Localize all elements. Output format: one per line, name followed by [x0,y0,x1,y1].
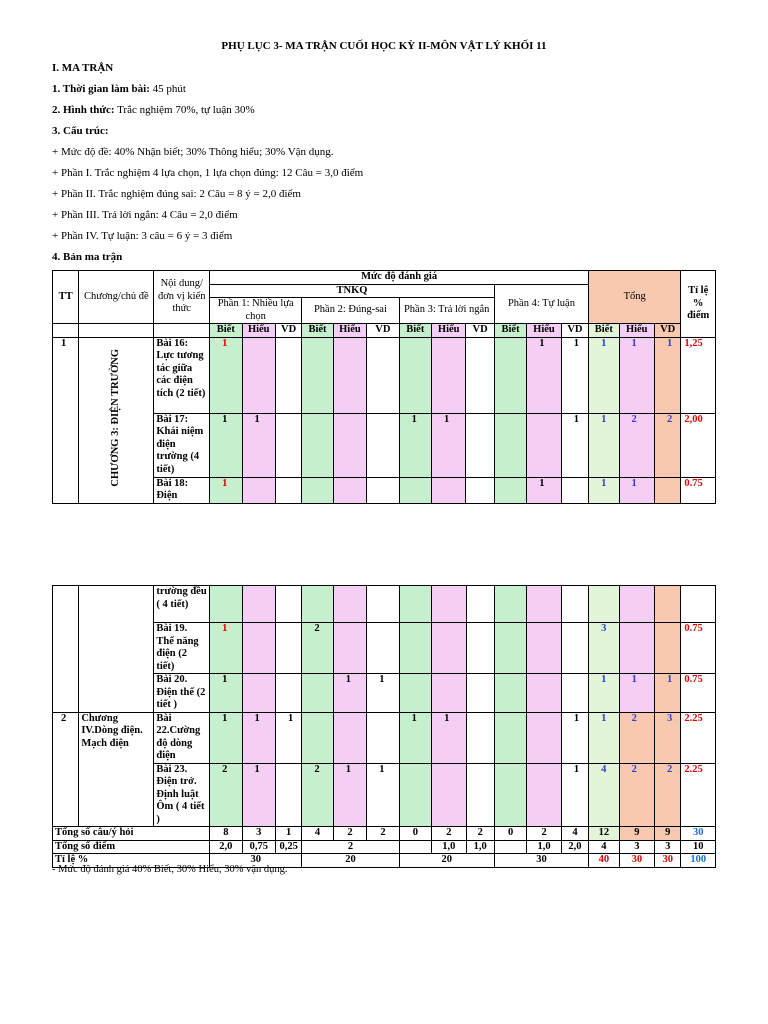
total-cell: 9 [655,827,681,841]
section-heading: I. MA TRẬN [52,62,114,74]
total-cell: 30 [619,854,654,868]
cell: 1 [527,337,561,413]
cell: 1 [589,712,619,763]
total-cell: 12 [589,827,619,841]
cell [494,674,526,713]
ratio-cell [681,586,716,623]
ratio-cell: 0.75 [681,477,716,503]
cell: 1 [367,763,399,827]
structure-line: + Phần II. Trắc nghiệm đúng sai: 2 Câu = 8 ý = 2,0 điểm [52,188,301,200]
cell [399,763,431,827]
cell [276,586,302,623]
cell [466,763,494,827]
content-cell: Bài 23. Điện trở. Định luật Ôm ( 4 tiết ) [154,763,210,827]
cell: 3 [655,712,681,763]
total-cell: 8 [210,827,242,841]
cell [242,477,275,503]
cell [494,477,526,503]
cell [302,674,333,713]
header-part2: Phần 2: Đúng-sai [302,298,399,324]
cell [494,712,526,763]
cell [275,413,301,477]
header-vd: VD [561,324,588,338]
ratio-cell: 0.75 [681,674,716,713]
header-vd: VD [654,324,680,338]
total-cell: 30 [210,854,302,868]
footnote: - Mức độ đánh giá 40% Biết, 30% Hiểu, 30% vận dụng. [52,864,288,875]
header-ratio: Tỉ lệ % điểm [681,271,716,338]
total-cell: 10 [681,840,716,854]
total-cell: 2 [367,827,399,841]
cell [655,623,681,674]
chapter-number: 1 [53,337,79,503]
total-points-label: Tổng số điểm [53,840,210,854]
cell [275,477,301,503]
header-hieu: Hiểu [527,324,561,338]
cell [654,477,680,503]
cell [466,337,494,413]
chapter-number [53,586,79,713]
cell: 2 [302,623,333,674]
total-cell: 1,0 [432,840,466,854]
cell [367,477,399,503]
total-cell: 100 [681,854,716,868]
cell [302,712,333,763]
header-part1: Phần 1: Nhiều lựa chọn [210,298,302,324]
header-blank [79,324,154,338]
cell: 2 [655,763,681,827]
cell: 1 [210,337,242,413]
time-label: 1. Thời gian làm bài: [52,83,150,95]
cell: 1 [210,712,242,763]
cell [302,586,333,623]
cell [275,337,301,413]
matrix-heading: 4. Bản ma trận [52,251,123,263]
cell: 1 [589,674,619,713]
total-cell: 2 [466,827,494,841]
header-level: Mức độ đánh giá [210,271,589,285]
header-tnkq: TNKQ [210,284,495,298]
cell [302,413,333,477]
cell: 3 [589,623,619,674]
total-cell: 2,0 [210,840,242,854]
total-cell: 2 [432,827,466,841]
cell [367,586,399,623]
cell [527,674,561,713]
cell [333,337,366,413]
cell [210,586,242,623]
cell [561,586,588,623]
cell: 2 [619,712,654,763]
cell: 1 [210,413,242,477]
header-topic: Chương/chủ đề [79,271,154,324]
cell [399,337,431,413]
cell [494,763,526,827]
cell: 1 [561,763,588,827]
chapter-name: Chương IV.Dòng điện. Mạch điện [79,712,154,827]
cell [367,413,399,477]
content-cell: Bài 22.Cường độ dòng điện [154,712,210,763]
total-cell: 30 [681,827,716,841]
header-vd: VD [275,324,301,338]
cell [242,623,275,674]
cell: 1 [276,712,302,763]
cell [527,763,561,827]
total-count-label: Tổng số câu/ý hỏi [53,827,210,841]
ratio-cell: 2.25 [681,712,716,763]
cell [276,623,302,674]
structure-line: + Phần III. Trả lời ngắn: 4 Câu = 2,0 điểm [52,209,238,221]
total-cell: 0 [399,827,431,841]
total-cell: 4 [589,840,619,854]
content-cell: Bài 16: Lực tương tác giữa các điện tích (2 tiết) [154,337,210,413]
cell [432,674,466,713]
form-line [52,104,255,116]
cell [561,623,588,674]
cell [367,623,399,674]
cell: 1 [210,674,242,713]
content-cell: Bài 20. Điện thế (2 tiết ) [154,674,210,713]
cell: 1 [589,477,619,503]
cell: 1 [432,712,466,763]
cell [242,586,275,623]
cell: 1 [527,477,561,503]
time-line [52,83,186,95]
cell [333,586,366,623]
cell [466,413,494,477]
form-label: 2. Hình thức: [52,104,115,116]
total-cell: 4 [302,827,333,841]
cell: 1 [589,337,619,413]
cell: 2 [210,763,242,827]
cell [466,674,494,713]
form-value: Trắc nghiệm 70%, tự luận 30% [114,104,255,116]
header-blank [154,324,210,338]
cell [333,712,366,763]
total-cell: 1,0 [466,840,494,854]
total-cell: 3 [655,840,681,854]
cell: 2 [619,763,654,827]
cell: 2 [654,413,680,477]
header-hieu: Hiểu [242,324,275,338]
cell: 2 [619,413,654,477]
cell [242,674,275,713]
content-cell: Bài 18: Điện [154,477,210,503]
cell [466,712,494,763]
cell [527,623,561,674]
cell [589,586,619,623]
matrix-table-page-2 [52,585,716,868]
cell [561,674,588,713]
header-tt: TT [53,271,79,324]
cell: 1 [619,337,654,413]
ratio-cell: 2,00 [681,413,716,477]
cell [333,477,366,503]
cell: 1 [432,413,466,477]
header-biet: Biết [302,324,333,338]
cell [432,586,466,623]
page-title: PHỤ LỤC 3- MA TRẬN CUỐI HỌC KỲ II-MÔN VẬT LÝ KHỐI 11 [221,40,547,52]
header-hieu: Hiểu [333,324,366,338]
cell [399,623,431,674]
cell [527,712,561,763]
cell [302,477,333,503]
cell [242,337,275,413]
cell [333,413,366,477]
total-cell: 0,25 [276,840,302,854]
header-biet: Biết [589,324,619,338]
header-part4: Phần 4: Tự luận [494,284,588,324]
total-cell: 0 [494,827,526,841]
cell: 1 [619,477,654,503]
header-biet: Biết [494,324,526,338]
cell: 1 [333,674,366,713]
cell: 1 [654,337,680,413]
cell [466,477,494,503]
total-cell: 2 [527,827,561,841]
cell [494,337,526,413]
total-cell: 30 [655,854,681,868]
cell: 2 [302,763,333,827]
cell [432,763,466,827]
cell: 1 [561,413,588,477]
total-cell: 1,0 [527,840,561,854]
content-cell: trường đều ( 4 tiết) [154,586,210,623]
cell [527,586,561,623]
matrix-table-page-1 [52,270,716,504]
header-blank [53,324,79,338]
header-part3: Phần 3: Trả lời ngắn [399,298,494,324]
structure-line: + Phần IV. Tự luận: 3 câu = 6 ý = 3 điểm [52,230,233,242]
cell: 1 [242,763,275,827]
cell [302,337,333,413]
time-value: 45 phút [149,83,186,95]
cell: 1 [561,337,588,413]
header-content: Nội dung/đơn vị kiến thức [154,271,210,324]
cell: 1 [655,674,681,713]
cell [466,586,494,623]
total-cell: 2,0 [561,840,588,854]
header-vd: VD [367,324,399,338]
cell [399,586,431,623]
cell [333,623,366,674]
cell [276,763,302,827]
cell: 1 [399,712,431,763]
cell [432,477,466,503]
structure-line: + Phần I. Trắc nghiệm 4 lựa chọn, 1 lựa chọn đúng: 12 Câu = 3,0 điểm [52,167,364,179]
cell: 4 [589,763,619,827]
header-hieu: Hiểu [619,324,654,338]
ratio-cell: 1,25 [681,337,716,413]
structure-heading: 3. Cấu trúc: [52,125,109,137]
cell [655,586,681,623]
header-biet: Biết [210,324,242,338]
total-percent-label: Tỉ lệ % [53,854,210,868]
cell [432,623,466,674]
cell [367,337,399,413]
cell [494,586,526,623]
total-cell: 1 [276,827,302,841]
ratio-cell: 2.25 [681,763,716,827]
cell [399,674,431,713]
chapter-name [79,586,154,713]
cell: 1 [333,763,366,827]
cell [561,477,588,503]
cell: 1 [619,674,654,713]
total-cell: 9 [619,827,654,841]
header-vd: VD [466,324,494,338]
cell: 1 [589,413,619,477]
total-cell: 4 [561,827,588,841]
header-total: Tổng [589,271,681,324]
cell: 1 [210,623,242,674]
header-biet: Biết [399,324,431,338]
cell [619,586,654,623]
total-cell [399,840,431,854]
cell [399,477,431,503]
total-cell [494,840,526,854]
structure-line: + Mức độ đề: 40% Nhận biết; 30% Thông hiểu; 30% Vận dụng. [52,146,334,158]
chapter-name [79,337,154,503]
total-cell: 20 [302,854,399,868]
header-hieu: Hiểu [432,324,466,338]
total-cell: 3 [242,827,275,841]
total-cell: 20 [399,854,494,868]
chapter-name-text: CHƯƠNG 3: ĐIỆN TRƯỜNG [110,348,122,487]
cell: 1 [242,712,275,763]
cell: 1 [561,712,588,763]
content-cell: Bài 17: Khái niệm điện trường (4 tiết) [154,413,210,477]
total-cell: 40 [589,854,619,868]
total-cell: 3 [619,840,654,854]
cell [494,413,526,477]
cell: 1 [242,413,275,477]
cell [466,623,494,674]
cell [276,674,302,713]
total-cell: 0,75 [242,840,275,854]
cell [494,623,526,674]
cell: 1 [399,413,431,477]
ratio-cell: 0.75 [681,623,716,674]
cell [432,337,466,413]
cell [527,413,561,477]
cell: 1 [210,477,242,503]
total-cell: 30 [494,854,588,868]
chapter-number: 2 [53,712,79,827]
cell [619,623,654,674]
cell [367,712,399,763]
total-cell: 2 [333,827,366,841]
total-cell: 2 [302,840,399,854]
content-cell: Bài 19. Thế năng điện (2 tiết) [154,623,210,674]
cell: 1 [367,674,399,713]
